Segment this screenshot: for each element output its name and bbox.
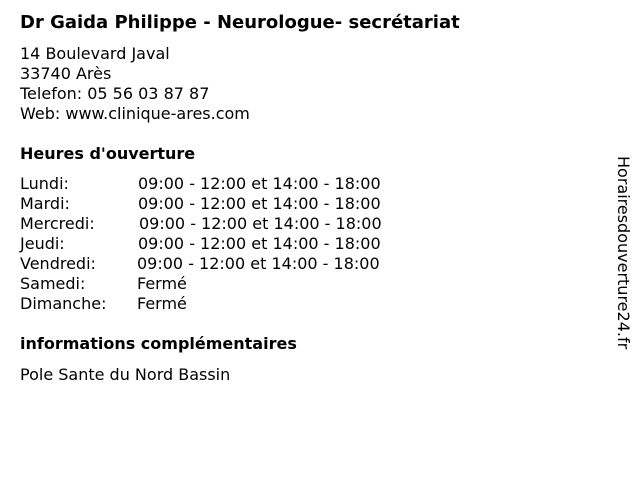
info-heading: informations complémentaires xyxy=(20,334,297,353)
day-label: Dimanche: xyxy=(20,294,107,313)
hours-heading: Heures d'ouverture xyxy=(20,144,196,163)
page-title: Dr Gaida Philippe - Neurologue- secrétariat xyxy=(20,12,460,33)
address-block xyxy=(20,44,250,124)
website: Web: www.clinique-ares.com xyxy=(20,104,250,123)
day-label: Lundi: xyxy=(20,174,69,193)
phone-number: Telefon: 05 56 03 87 87 xyxy=(20,84,210,103)
street-address: 14 Boulevard Javal xyxy=(20,44,170,63)
day-label: Mercredi: xyxy=(20,214,95,233)
time-value: Fermé xyxy=(137,294,187,313)
time-value: 09:00 - 12:00 et 14:00 - 18:00 xyxy=(139,214,382,233)
day-label: Samedi: xyxy=(20,274,86,293)
side-brand-watermark xyxy=(610,135,636,371)
day-label: Vendredi: xyxy=(20,254,96,273)
time-value: Fermé xyxy=(137,274,187,293)
side-brand-text: Horairesdouverture24.fr xyxy=(614,156,633,350)
time-value: 09:00 - 12:00 et 14:00 - 18:00 xyxy=(138,234,381,253)
day-label: Mardi: xyxy=(20,194,70,213)
city-postal: 33740 Arès xyxy=(20,64,112,83)
time-value: 09:00 - 12:00 et 14:00 - 18:00 xyxy=(138,194,381,213)
day-label: Jeudi: xyxy=(20,234,65,253)
info-text: Pole Sante du Nord Bassin xyxy=(20,365,231,384)
time-value: 09:00 - 12:00 et 14:00 - 18:00 xyxy=(137,254,380,273)
time-value: 09:00 - 12:00 et 14:00 - 18:00 xyxy=(138,174,381,193)
